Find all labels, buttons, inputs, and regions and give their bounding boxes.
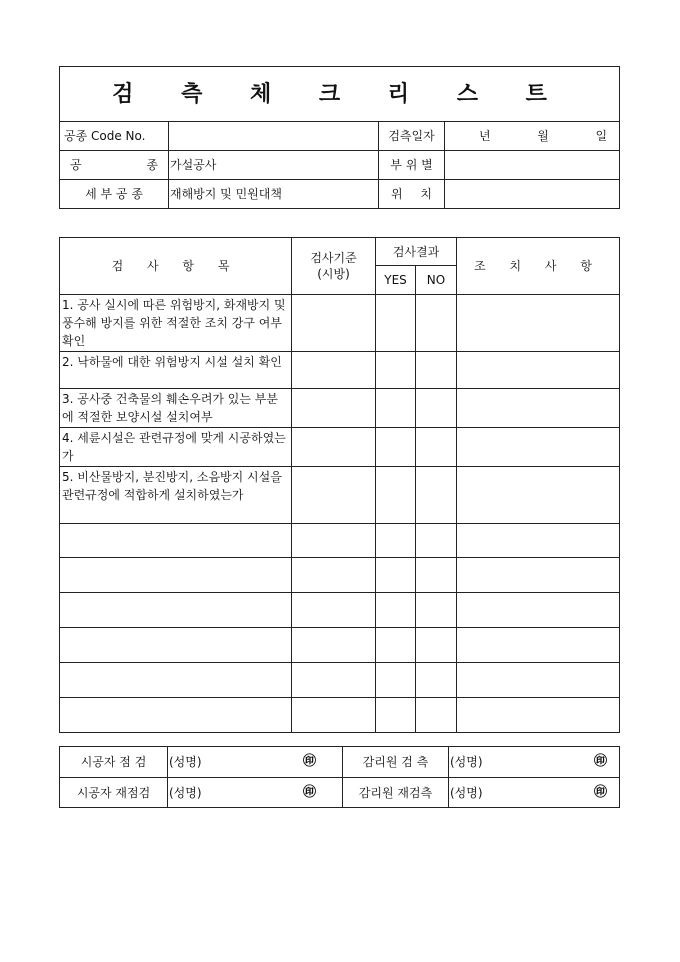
yes-cell[interactable] xyxy=(376,698,416,733)
standard-cell[interactable] xyxy=(292,698,376,733)
seal-icon: ㊞ xyxy=(593,784,607,800)
table-row xyxy=(60,467,620,524)
col-standard-line1: 검사기준 xyxy=(310,251,357,265)
no-cell[interactable] xyxy=(416,428,457,467)
check-item: 3. 공사중 건축물의 훼손우려가 있는 부분에 적절한 보양시설 설치여부 xyxy=(60,389,292,428)
action-cell[interactable] xyxy=(457,352,620,389)
checklist-table xyxy=(59,237,620,733)
col-yes-header: YES xyxy=(376,266,416,295)
contractor-recheck-sign[interactable] xyxy=(168,778,343,808)
detail-label: 세 부 공 종 xyxy=(60,180,169,209)
no-cell[interactable] xyxy=(416,593,457,628)
date-month: 월 xyxy=(537,129,549,143)
table-row xyxy=(60,558,620,593)
table-row xyxy=(60,663,620,698)
code-label: 공종 Code No. xyxy=(60,122,169,151)
check-item[interactable] xyxy=(60,663,292,698)
yes-cell[interactable] xyxy=(376,352,416,389)
standard-cell[interactable] xyxy=(292,558,376,593)
action-cell[interactable] xyxy=(457,698,620,733)
no-cell[interactable] xyxy=(416,558,457,593)
contractor-check-sign[interactable] xyxy=(168,747,343,778)
work-value: 가설공사 xyxy=(169,151,379,180)
table-row xyxy=(60,295,620,352)
yes-cell[interactable] xyxy=(376,524,416,558)
standard-cell[interactable] xyxy=(292,389,376,428)
supervisor-check-sign[interactable] xyxy=(449,747,620,778)
check-item: 5. 비산물방지, 분진방지, 소음방지 시설을 관련규정에 적합하게 설치하였는가 xyxy=(60,467,292,524)
date-cell xyxy=(445,122,620,151)
supervisor-check-label: 감리원 검 측 xyxy=(343,747,449,778)
yes-cell[interactable] xyxy=(376,295,416,352)
table-row xyxy=(60,389,620,428)
action-cell[interactable] xyxy=(457,524,620,558)
standard-cell[interactable] xyxy=(292,295,376,352)
seal-icon: ㊞ xyxy=(302,754,316,769)
col-standard-header xyxy=(292,238,376,295)
col-standard-line2: (시방) xyxy=(317,267,350,281)
detail-value: 재해방지 및 민원대책 xyxy=(169,180,379,209)
action-cell[interactable] xyxy=(457,628,620,663)
action-cell[interactable] xyxy=(457,663,620,698)
standard-cell[interactable] xyxy=(292,524,376,558)
date-day: 일 xyxy=(595,129,608,143)
supervisor-recheck-sign[interactable] xyxy=(449,778,620,808)
check-item[interactable] xyxy=(60,593,292,628)
col-item-header: 검 사 항 목 xyxy=(60,238,292,295)
action-cell[interactable] xyxy=(457,389,620,428)
name-placeholder: (성명) xyxy=(450,755,483,769)
no-cell[interactable] xyxy=(416,352,457,389)
standard-cell[interactable] xyxy=(292,352,376,389)
check-item[interactable] xyxy=(60,698,292,733)
no-cell[interactable] xyxy=(416,698,457,733)
contractor-recheck-label: 시공자 재점검 xyxy=(60,778,168,808)
yes-cell[interactable] xyxy=(376,467,416,524)
date-label: 검측일자 xyxy=(379,122,445,151)
no-cell[interactable] xyxy=(416,467,457,524)
signature-table xyxy=(59,746,620,808)
col-action-header: 조 치 사 항 xyxy=(457,238,620,295)
yes-cell[interactable] xyxy=(376,628,416,663)
action-cell[interactable] xyxy=(457,593,620,628)
standard-cell[interactable] xyxy=(292,663,376,698)
yes-cell[interactable] xyxy=(376,389,416,428)
check-item: 4. 세륜시설은 관련규정에 맞게 시공하였는가 xyxy=(60,428,292,467)
no-cell[interactable] xyxy=(416,663,457,698)
standard-cell[interactable] xyxy=(292,628,376,663)
seal-icon: ㊞ xyxy=(593,754,607,769)
seal-icon: ㊞ xyxy=(302,784,316,800)
name-placeholder: (성명) xyxy=(169,785,202,800)
table-row xyxy=(60,628,620,663)
location-value xyxy=(445,180,620,209)
action-cell[interactable] xyxy=(457,428,620,467)
work-label-cell: 공 종 xyxy=(60,151,169,180)
supervisor-recheck-label: 감리원 재검측 xyxy=(343,778,449,808)
yes-cell[interactable] xyxy=(376,428,416,467)
action-cell[interactable] xyxy=(457,558,620,593)
location-label-cell: 위 치 xyxy=(379,180,445,209)
check-item: 1. 공사 실시에 따른 위험방지, 화재방지 및 풍수해 방지를 위한 적절한 조치 강구 여부확인 xyxy=(60,295,292,352)
name-placeholder: (성명) xyxy=(169,755,202,769)
yes-cell[interactable] xyxy=(376,558,416,593)
col-no-header: NO xyxy=(416,266,457,295)
contractor-check-label: 시공자 점 검 xyxy=(60,747,168,778)
page-title: 검 측 체 크 리 스 트 xyxy=(60,67,620,122)
standard-cell[interactable] xyxy=(292,467,376,524)
col-result-header: 검사결과 xyxy=(376,238,457,266)
no-cell[interactable] xyxy=(416,628,457,663)
standard-cell[interactable] xyxy=(292,593,376,628)
no-cell[interactable] xyxy=(416,524,457,558)
action-cell[interactable] xyxy=(457,467,620,524)
name-placeholder: (성명) xyxy=(450,785,483,800)
no-cell[interactable] xyxy=(416,295,457,352)
action-cell[interactable] xyxy=(457,295,620,352)
header-table xyxy=(59,66,620,209)
table-row xyxy=(60,428,620,467)
table-row xyxy=(60,593,620,628)
check-item[interactable] xyxy=(60,628,292,663)
part-value xyxy=(445,151,620,180)
table-row xyxy=(60,698,620,733)
table-row xyxy=(60,524,620,558)
check-item[interactable] xyxy=(60,524,292,558)
standard-cell[interactable] xyxy=(292,428,376,467)
part-label: 부 위 별 xyxy=(379,151,445,180)
check-item: 2. 낙하물에 대한 위험방지 시설 설치 확인 xyxy=(60,352,292,389)
check-item[interactable] xyxy=(60,558,292,593)
yes-cell[interactable] xyxy=(376,663,416,698)
no-cell[interactable] xyxy=(416,389,457,428)
date-year: 년 xyxy=(479,129,491,143)
code-value xyxy=(169,122,379,151)
yes-cell[interactable] xyxy=(376,593,416,628)
table-row xyxy=(60,352,620,389)
